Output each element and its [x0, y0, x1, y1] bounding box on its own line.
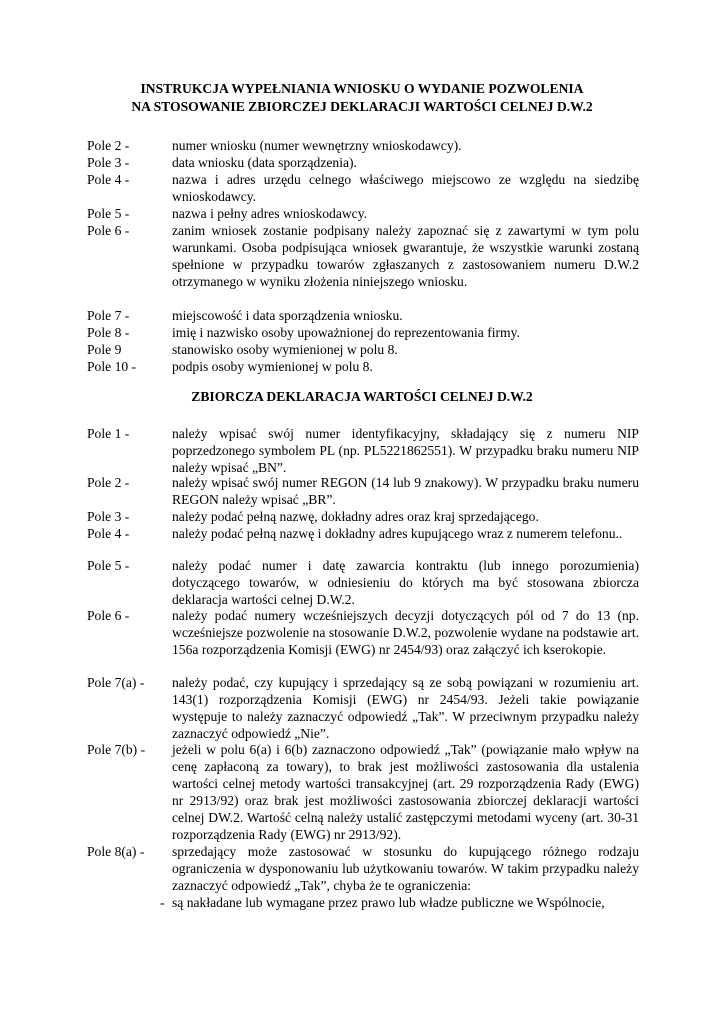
field-label: Pole 10 -: [87, 359, 137, 374]
field-label: Pole 7(a) -: [87, 675, 145, 690]
field-description: sprzedający może zastosować w stosunku do kupującego różnego rodzaju ograniczenia w dysponowaniu lub użytkowaniu towarów. W takim przypadku należy zaznaczyć odpowiedź „Tak”, chyba że te ograniczenia:: [172, 844, 639, 893]
field-description: imię i nazwisko osoby upoważnionej do reprezentowania firmy.: [172, 325, 520, 340]
bullet-text: są nakładane lub wymagane przez prawo lub władze publiczne we Wspólnocie,: [172, 895, 605, 910]
field-label: Pole 5 -: [87, 558, 130, 573]
field-label: Pole 3 -: [87, 509, 130, 524]
field-label: Pole 6 -: [87, 223, 130, 238]
field-label: Pole 8(a) -: [87, 844, 145, 859]
bullet-dash: -: [160, 895, 165, 910]
field-description: numer wniosku (numer wewnętrzny wnioskodawcy).: [172, 138, 462, 153]
field-description: należy podać pełną nazwę, dokładny adres oraz kraj sprzedającego.: [172, 509, 539, 524]
field-label: Pole 4 -: [87, 172, 130, 187]
field-description: stanowisko osoby wymienionej w polu 8.: [172, 342, 398, 357]
field-label: Pole 2 -: [87, 138, 130, 153]
field-description: zanim wniosek zostanie podpisany należy zapoznać się z zawartymi w tym polu warunkami. Osoba podpisująca wniosek gwarantuje, że wszystkie warunki zostaną spełnione w przypadku towarów zgłaszanych z zastosowaniem numeru D.W.2 otrzymanego w wyniku złożenia niniejszego wniosku.: [172, 223, 639, 289]
document-title-line-2: NA STOSOWANIE ZBIORCZEJ DEKLARACJI WARTOŚCI CELNEJ D.W.2: [131, 99, 593, 114]
document-title-line-1: INSTRUKCJA WYPEŁNIANIA WNIOSKU O WYDANIE POZWOLENIA: [140, 81, 584, 96]
field-description: miejscowość i data sporządzenia wniosku.: [172, 308, 403, 323]
field-description: należy podać numer i datę zawarcia kontraktu (lub innego porozumienia) dotyczącego towarów, w odniesieniu do których ma być stosowana zbiorcza deklaracja wartości celnej D.W.2.: [172, 558, 639, 607]
section-heading: ZBIORCZA DEKLARACJA WARTOŚCI CELNEJ D.W.2: [191, 389, 533, 404]
field-description: data wniosku (data sporządzenia).: [172, 155, 357, 170]
field-description: jeżeli w polu 6(a) i 6(b) zaznaczono odpowiedź „Tak” (powiązanie mało wpływ na cenę zapłaconą za towary), to brak jest możliwości zastosowania dla ustalenia wartości celnej metody wartości transakcyjnej (art. 29 rozporządzenia Rady (EWG) nr 2913/92) oraz brak jest możliwości zastosowania zbiorczej deklaracji wartości celnej DW.2. Wartość celną należy ustalić zastępczymi metodami wyceny (art. 30-31 rozporządzenia Rady (EWG) nr 2913/92).: [172, 742, 639, 842]
field-label: Pole 8 -: [87, 325, 130, 340]
field-label: Pole 3 -: [87, 155, 130, 170]
field-description: należy wpisać swój numer identyfikacyjny, składający się z numeru NIP poprzedzonego symbolem PL (np. PL5221862551). W przypadku braku numeru NIP należy wpisać „BN”.: [172, 426, 639, 475]
field-label: Pole 1 -: [87, 426, 130, 441]
field-description: nazwa i pełny adres wnioskodawcy.: [172, 206, 368, 221]
field-label: Pole 9: [87, 342, 122, 357]
field-label: Pole 7(b) -: [87, 742, 146, 757]
field-label: Pole 7 -: [87, 308, 130, 323]
field-description: nazwa i adres urzędu celnego właściwego miejscowo ze względu na siedzibę wnioskodawcy.: [172, 172, 639, 204]
field-description: należy podać numery wcześniejszych decyzji dotyczących pól od 7 do 13 (np. wcześniejsze pozwolenie na stosowanie D.W.2, pozwolenie wydane na podstawie art. 156a rozporządzenia Komisji (EWG) nr 2454/93) oraz załączyć ich kserokopie.: [172, 608, 639, 657]
field-label: Pole 5 -: [87, 206, 130, 221]
field-description: podpis osoby wymienionej w polu 8.: [172, 359, 373, 374]
field-label: Pole 6 -: [87, 608, 130, 623]
field-label: Pole 2 -: [87, 475, 130, 490]
field-description: należy podać pełną nazwę i dokładny adres kupującego wraz z numerem telefonu..: [172, 526, 623, 541]
field-description: należy podać, czy kupujący i sprzedający są ze sobą powiązani w rozumieniu art. 143(1) rozporządzenia Komisji (EWG) nr 2454/93. Jeżeli takie powiązanie występuje to należy zaznaczyć odpowiedź „Tak”. W przeciwnym przypadku należy zaznaczyć odpowiedź „Nie”.: [172, 675, 639, 741]
field-description: należy wpisać swój numer REGON (14 lub 9 znakowy). W przypadku braku numeru REGON należy wpisać „BR”.: [172, 475, 639, 507]
field-label: Pole 4 -: [87, 526, 130, 541]
